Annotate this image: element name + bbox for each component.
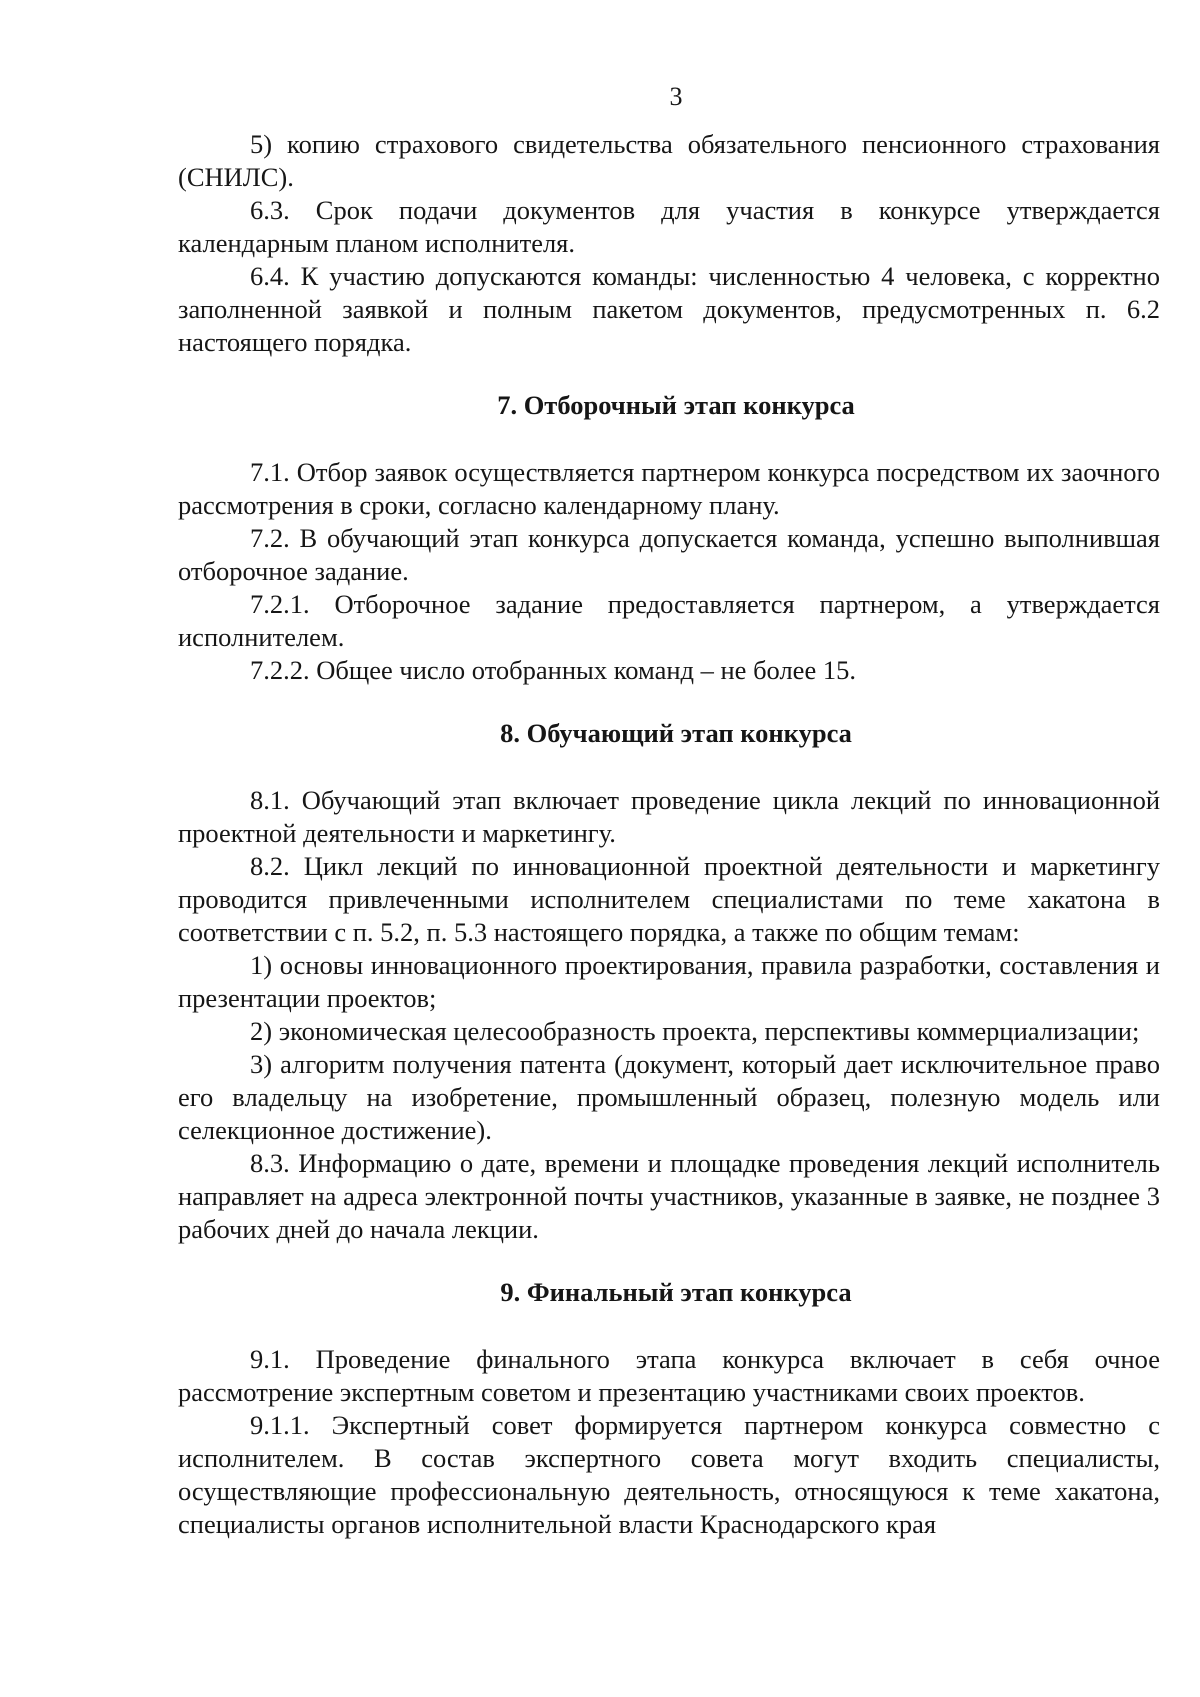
- paragraph-8-2: 8.2. Цикл лекций по инновационной проектной деятельности и маркетингу проводится привлеченными исполнителем специалистами по теме хакатона в соответствии с п. 5.2, п. 5.3 настоящего порядка, а также по общим темам:: [178, 851, 1160, 947]
- page-number: 3: [669, 82, 683, 111]
- paragraph-8-2-item-2: 2) экономическая целесообразность проекта, перспективы коммерциализации;: [250, 1016, 1140, 1046]
- section-7: [178, 389, 1160, 687]
- paragraph-7-2: 7.2. В обучающий этап конкурса допускается команда, успешно выполнившая отборочное задание.: [178, 523, 1160, 586]
- section-8-heading: 8. Обучающий этап конкурса: [500, 718, 852, 748]
- section-9-heading: 9. Финальный этап конкурса: [500, 1277, 852, 1307]
- paragraph-9-1-1: 9.1.1. Экспертный совет формируется партнером конкурса совместно с исполнителем. В состав экспертного совета могут входить специалисты, осуществляющие профессиональную деятельность, относящуюся к теме хакатона, специалисты органов исполнительной власти Краснодарского края: [178, 1410, 1160, 1539]
- paragraph-8-2-item-1: 1) основы инновационного проектирования, правила разработки, составления и презентации проектов;: [178, 950, 1160, 1013]
- paragraph-6-3: 6.3. Срок подачи документов для участия в конкурсе утверждается календарным планом исполнителя.: [178, 195, 1160, 258]
- section-8: [178, 717, 1160, 1246]
- paragraph-6-4: 6.4. К участию допускаются команды: численностью 4 человека, с корректно заполненной заявкой и полным пакетом документов, предусмотренных п. 6.2 настоящего порядка.: [178, 261, 1160, 357]
- paragraph-8-3: 8.3. Информацию о дате, времени и площадке проведения лекций исполнитель направляет на адреса электронной почты участников, указанные в заявке, не позднее 3 рабочих дней до начала лекции.: [178, 1148, 1160, 1244]
- section-7-heading: 7. Отборочный этап конкурса: [497, 390, 855, 420]
- paragraph-8-1: 8.1. Обучающий этап включает проведение цикла лекций по инновационной проектной деятельности и маркетингу.: [178, 785, 1160, 848]
- paragraph-7-2-1: 7.2.1. Отборочное задание предоставляется партнером, а утверждается исполнителем.: [178, 589, 1160, 652]
- paragraph-7-1: 7.1. Отбор заявок осуществляется партнером конкурса посредством их заочного рассмотрения в сроки, согласно календарному плану.: [178, 457, 1160, 520]
- paragraph-6-2-item-5: 5) копию страхового свидетельства обязательного пенсионного страхования (СНИЛС).: [178, 129, 1160, 192]
- section-9: [178, 1276, 1160, 1541]
- paragraph-9-1: 9.1. Проведение финального этапа конкурса включает в себя очное рассмотрение экспертным советом и презентацию участниками своих проектов.: [178, 1344, 1160, 1407]
- section-6-continuation: [178, 128, 1160, 359]
- paragraph-8-2-item-3: 3) алгоритм получения патента (документ, который дает исключительное право его владельцу на изобретение, промышленный образец, полезную модель или селекционное достижение).: [178, 1049, 1160, 1145]
- paragraph-7-2-2: 7.2.2. Общее число отобранных команд – не более 15.: [250, 655, 856, 685]
- document-page: [178, 82, 1160, 1541]
